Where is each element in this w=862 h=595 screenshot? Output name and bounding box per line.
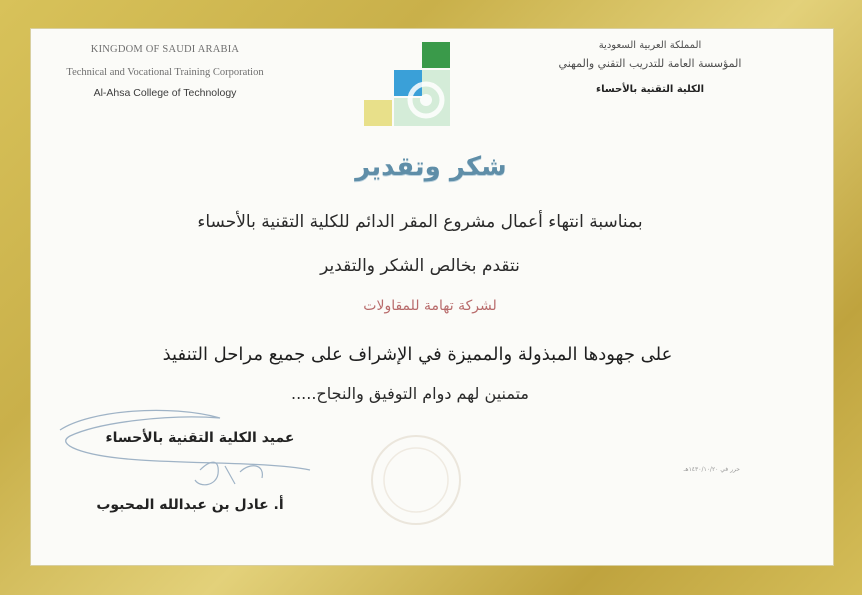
company-name: لشركة تهامة للمقاولات [363,298,497,314]
kingdom-name-en: KINGDOM OF SAUDI ARABIA [90,44,240,55]
signatory-title: عميد الكلية التقنية بالأحساء [105,430,295,446]
college-name-en: Al-Ahsa College of Technology [93,87,237,99]
kingdom-name-ar: المملكة العربية السعودية [598,40,702,51]
handwritten-signature [50,400,330,500]
wishes-text: متمنين لهم دوام التوفيق والنجاح..... [291,384,529,403]
arabic-header [555,40,745,95]
efforts-text: على جهودها المبذولة والمميزة في الإشراف على جميع مراحل التنفيذ [162,344,673,365]
thanks-text: نتقدم بخالص الشكر والتقدير [320,256,520,276]
occasion-text: بمناسبة انتهاء أعمال مشروع المقر الدائم للكلية التقنية بالأحساء [197,212,643,232]
certificate-title: شكر وتقدير [355,152,507,182]
english-header [50,42,280,99]
tvtc-logo-icon [360,40,454,128]
official-stamp [368,432,464,528]
signatory-name: أ. عادل بن عبدالله المحبوب [96,497,284,513]
corporation-name-en: Technical and Vocational Training Corporation [66,67,264,78]
college-name-ar: الكلية التقنية بالأحساء [595,84,705,95]
corporation-name-ar: المؤسسة العامة للتدريب التقني والمهني [558,57,742,70]
date-note: حرر في ١٤٣٠/١٠/٢٠هـ [683,466,740,473]
